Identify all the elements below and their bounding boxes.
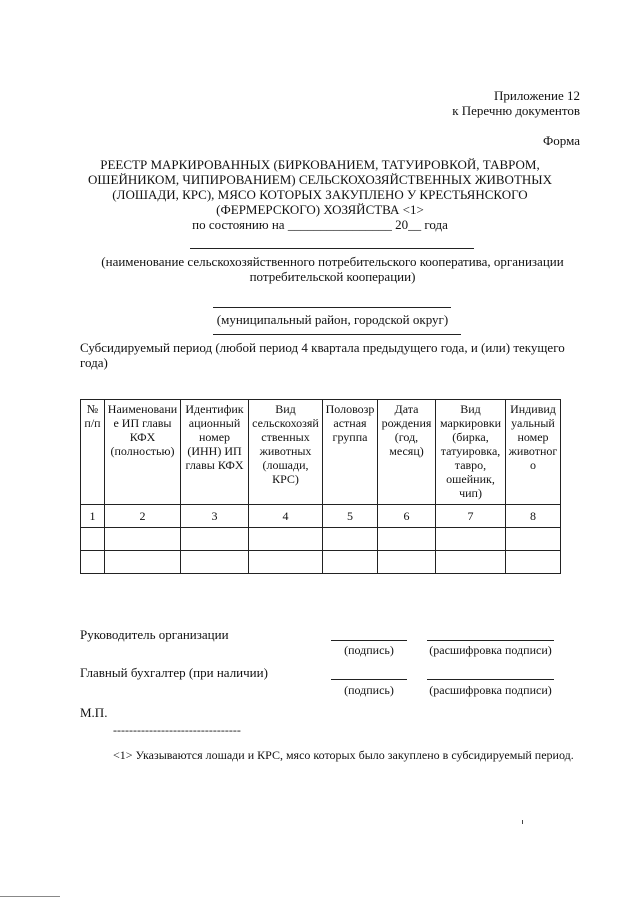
accountant-signature-line <box>331 679 407 680</box>
table-cell <box>249 528 323 551</box>
table-cell <box>105 551 181 574</box>
org-name-caption <box>60 254 605 284</box>
chief-accountant-label: Главный бухгалтер (при наличии) <box>80 665 268 680</box>
col-header-birth-date: Дата рождения (год, месяц) <box>378 400 436 505</box>
table-cell <box>181 551 249 574</box>
scan-speck <box>522 820 523 824</box>
appendix-reference: к Перечню документов <box>452 103 580 118</box>
as-of-date: по состоянию на ________________ 20__ года <box>192 217 448 232</box>
title-line-1: РЕЕСТР МАРКИРОВАННЫХ (БИРКОВАНИЕМ, ТАТУИРОВКОЙ, ТАВРОМ, <box>100 157 540 172</box>
col-number-5: 5 <box>323 505 378 528</box>
register-table <box>80 399 561 574</box>
org-caption-line-1: (наименование сельскохозяйственного потребительского кооператива, организации <box>101 254 564 269</box>
footnote-text: <1> Указываются лошади и КРС, мясо которых было закуплено в субсидируемый период. <box>113 748 574 762</box>
org-caption-line-2: потребительской кооперации) <box>249 269 416 284</box>
col-number-6: 6 <box>378 505 436 528</box>
col-header-animal-id: Индивид уальный номер животног о <box>506 400 561 505</box>
table-cell <box>81 528 105 551</box>
head-signature-caption: (подпись) <box>344 643 394 657</box>
district-underline <box>213 334 461 335</box>
table-cell <box>378 528 436 551</box>
col-number-8: 8 <box>506 505 561 528</box>
col-number-7: 7 <box>436 505 506 528</box>
org-name-line <box>190 248 474 249</box>
table-row <box>81 551 561 574</box>
stamp-place: М.П. <box>80 705 108 720</box>
document-title <box>60 157 580 232</box>
table-cell <box>506 551 561 574</box>
title-line-2: ОШЕЙНИКОМ, ЧИПИРОВАНИЕМ) СЕЛЬСКОХОЗЯЙСТВЕННЫХ ЖИВОТНЫХ <box>88 172 552 187</box>
table-cell <box>323 528 378 551</box>
district-caption: (муниципальный район, городской округ) <box>216 312 449 327</box>
col-header-number: № п/п <box>81 400 105 505</box>
head-of-org-label: Руководитель организации <box>80 627 229 642</box>
period-line-1: Субсидируемый период (любой период 4 квартала предыдущего года, и (или) текущего <box>80 340 565 355</box>
title-line-4: (ФЕРМЕРСКОГО) ХОЗЯЙСТВА <1> <box>216 202 424 217</box>
district-line <box>213 307 451 308</box>
col-header-farm-head-name: Наименовани е ИП главы КФХ (полностью) <box>105 400 181 505</box>
table-row <box>81 505 561 528</box>
table-cell <box>506 528 561 551</box>
title-line-3: (ЛОШАДИ, КРС), МЯСО КОТОРЫХ ЗАКУПЛЕНО У КРЕСТЬЯНСКОГО <box>112 187 528 202</box>
table-cell <box>436 551 506 574</box>
table-cell <box>378 551 436 574</box>
head-signature-line <box>331 640 407 641</box>
col-number-3: 3 <box>181 505 249 528</box>
table-cell <box>436 528 506 551</box>
col-number-4: 4 <box>249 505 323 528</box>
table-cell <box>181 528 249 551</box>
head-decode-caption: (расшифровка подписи) <box>429 643 552 657</box>
col-number-2: 2 <box>105 505 181 528</box>
col-number-1: 1 <box>81 505 105 528</box>
period-line-2: года) <box>80 355 108 370</box>
col-header-inn: Идентифик ационный номер (ИНН) ИП главы КФХ <box>181 400 249 505</box>
accountant-signature-caption: (подпись) <box>344 683 394 697</box>
table-cell <box>323 551 378 574</box>
accountant-decode-caption: (расшифровка подписи) <box>429 683 552 697</box>
form-label: Форма <box>543 133 580 148</box>
table-header-row <box>81 400 561 505</box>
head-decode-line <box>427 640 554 641</box>
scan-edge-line <box>0 896 60 897</box>
accountant-decode-line <box>427 679 554 680</box>
table-cell <box>81 551 105 574</box>
subsidized-period <box>80 340 580 370</box>
appendix-number: Приложение 12 <box>493 88 580 103</box>
table-row <box>81 528 561 551</box>
col-header-marking-type: Вид маркировки (бирка, татуировка, тавро, ошейник, чип) <box>436 400 506 505</box>
col-header-sex-age-group: Половозр астная группа <box>323 400 378 505</box>
table-cell <box>105 528 181 551</box>
table-cell <box>249 551 323 574</box>
footnote-separator: -------------------------------- <box>113 723 241 737</box>
col-header-animal-type: Вид сельскохозяй ственных животных (лошади, КРС) <box>249 400 323 505</box>
